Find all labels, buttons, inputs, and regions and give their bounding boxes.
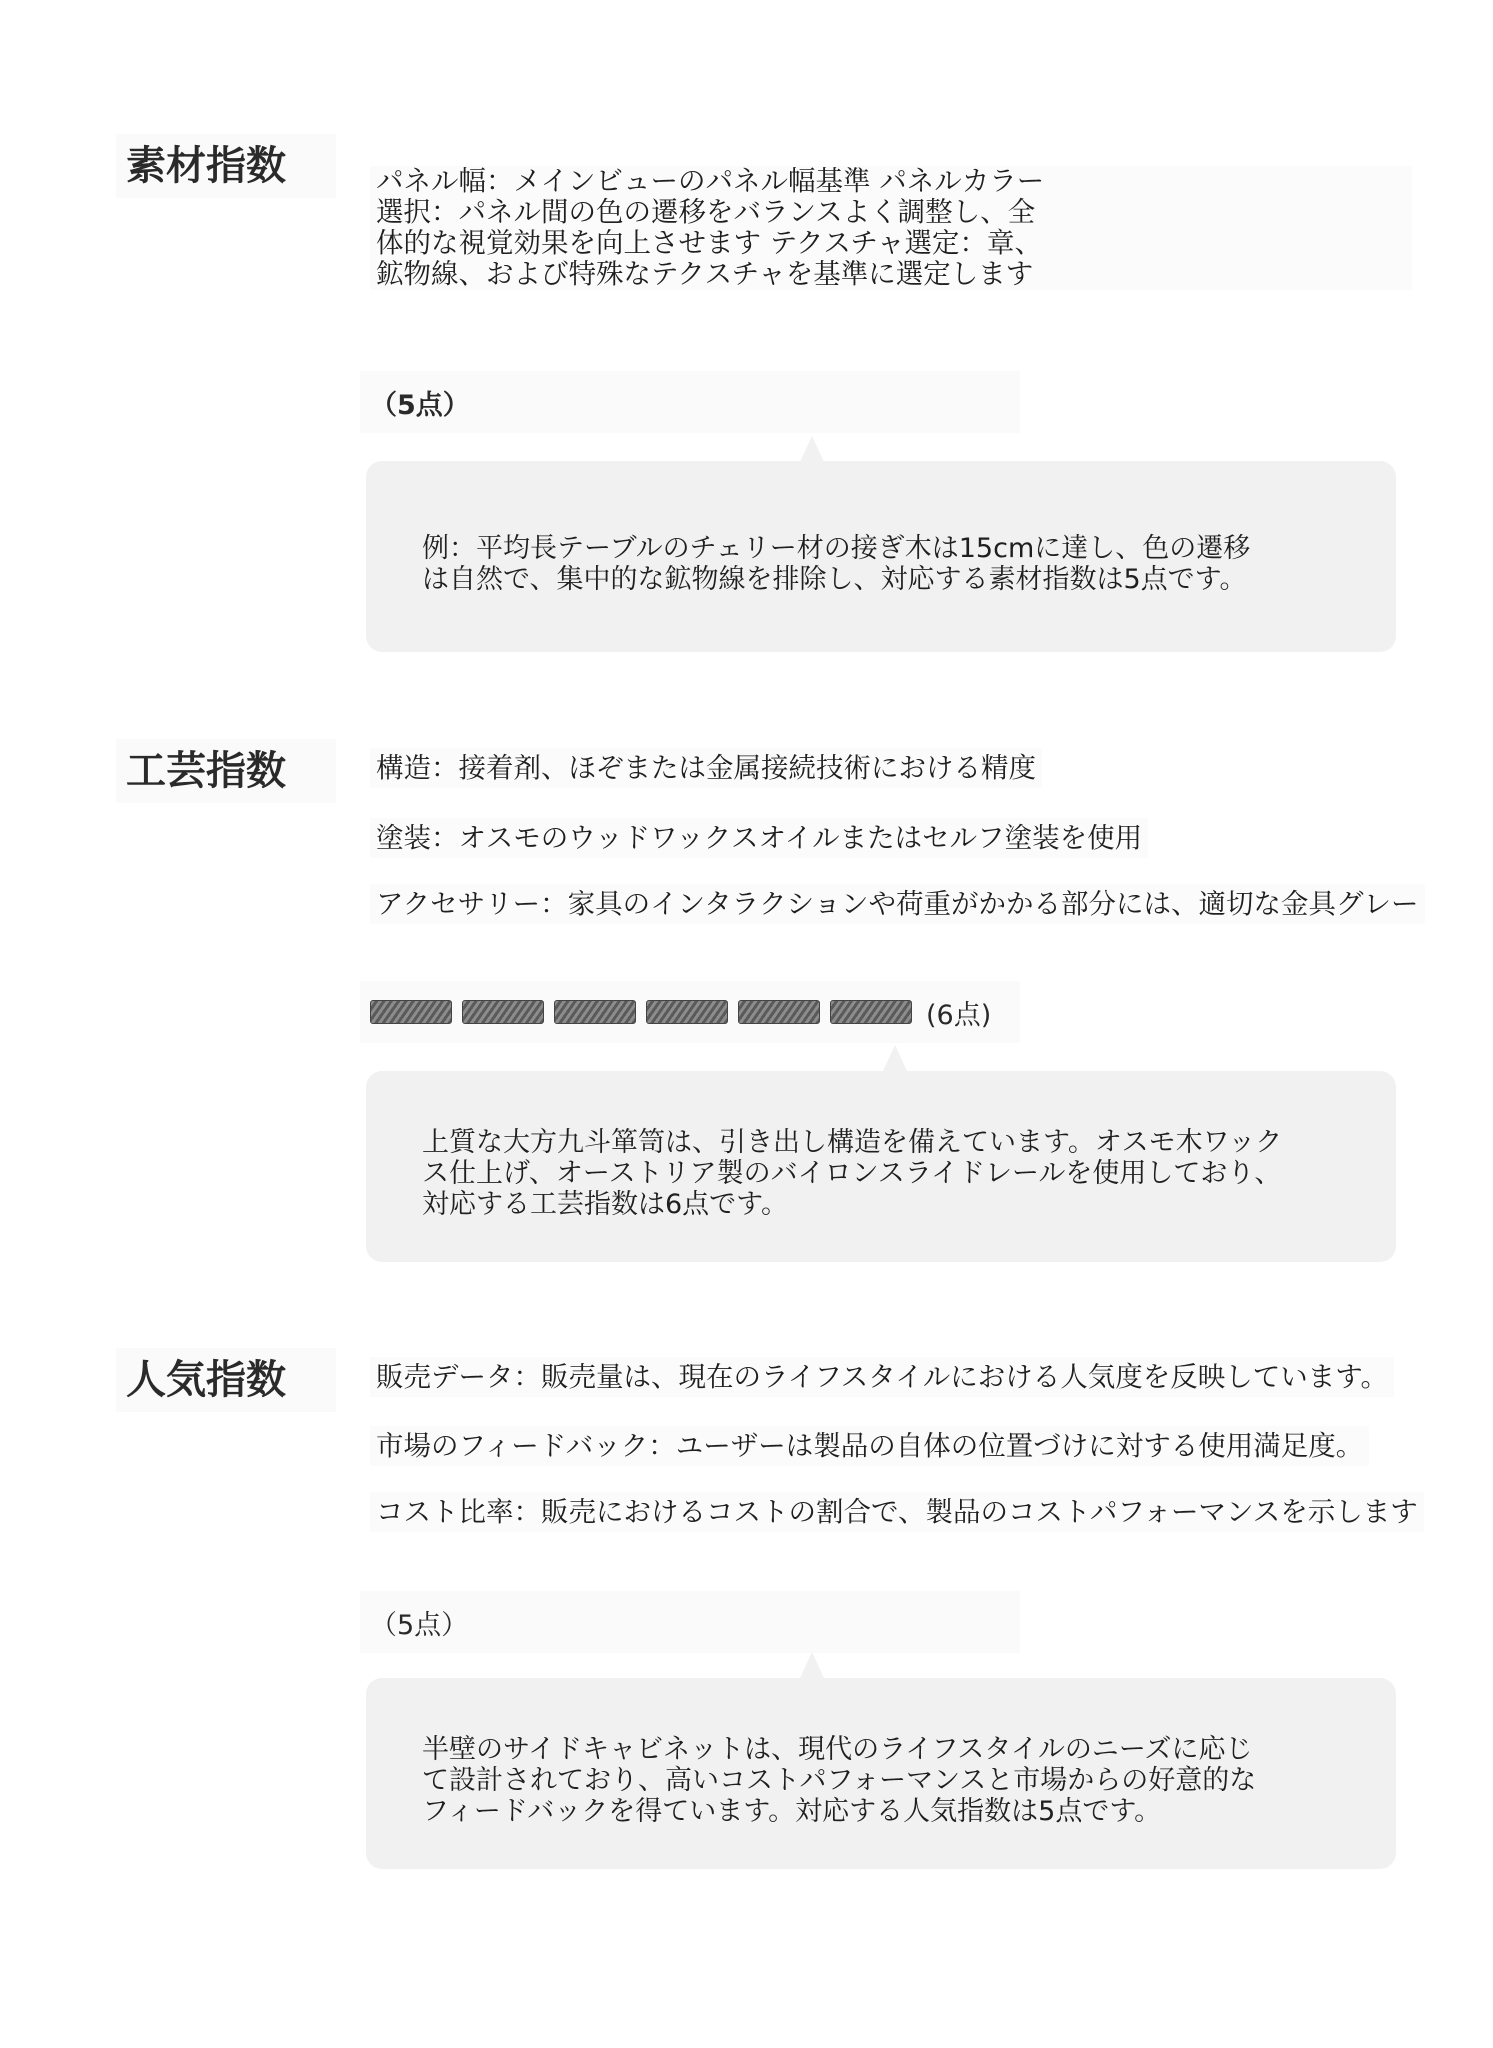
description-line: 鉱物線、および特殊なテクスチャを基準に選定します [376, 258, 1034, 290]
criterion-market-feedback: 市場のフィードバック：ユーザーは製品の自体の位置づけに対する使用満足度。 [370, 1426, 1369, 1466]
score-mark [646, 1000, 728, 1024]
score-label: （5点） [370, 1609, 469, 1641]
example-line: て設計されており、高いコストパフォーマンスと市場からの好意的な [422, 1765, 1257, 1796]
score-mark [554, 1000, 636, 1024]
criterion-cost-ratio: コスト比率：販売におけるコストの割合で、製品のコストパフォーマンスを示します [370, 1492, 1424, 1532]
score-mark [370, 1000, 452, 1024]
example-bubble [366, 461, 1396, 652]
criterion-coating: 塗装：オスモのウッドワックスオイルまたはセルフ塗装を使用 [370, 818, 1148, 858]
bubble-tail [800, 436, 824, 462]
score-marks [370, 1000, 912, 1024]
example-line: 対応する工芸指数は6点です。 [422, 1189, 789, 1220]
criterion-sales-data: 販売データ：販売量は、現在のライフスタイルにおける人気度を反映しています。 [370, 1357, 1394, 1397]
example-line: ス仕上げ、オーストリア製のバイロンスライドレールを使用しており、 [422, 1158, 1282, 1189]
description-line: パネル幅：メインビューのパネル幅基準 パネルカラー [376, 165, 1045, 197]
score-label: (6点) [926, 999, 992, 1031]
example-line: 半壁のサイドキャビネットは、現代のライフスタイルのニーズに応じ [422, 1734, 1253, 1765]
example-text [422, 1127, 1340, 1220]
section-heading: 工芸指数 [116, 739, 336, 803]
example-line: フィードバックを得ています。対応する人気指数は5点です。 [422, 1796, 1162, 1827]
example-line: 上質な大方九斗箪笥は、引き出し構造を備えています。オスモ木ワック [422, 1127, 1283, 1158]
description-line: 選択：パネル間の色の遷移をバランスよく調整し、全 [376, 196, 1036, 228]
criterion-structure: 構造：接着剤、ほぞまたは金属接続技術における精度 [370, 748, 1042, 788]
score-label: （5点） [370, 389, 470, 421]
bubble-tail [883, 1045, 907, 1071]
score-row [360, 371, 1020, 433]
example-text [422, 533, 1340, 595]
score-mark [830, 1000, 912, 1024]
example-bubble [366, 1678, 1396, 1869]
example-bubble [366, 1071, 1396, 1262]
section-heading: 素材指数 [116, 134, 336, 198]
criterion-row-cost-ratio [370, 1492, 1493, 1536]
criterion-row-accessory [370, 884, 1493, 928]
example-line: 例：平均長テーブルのチェリー材の接ぎ木は15cmに達し、色の遷移 [422, 533, 1251, 564]
description-line: 体的な視覚効果を向上させます テクスチャ選定：章、 [376, 227, 1042, 259]
section-heading: 人気指数 [116, 1348, 336, 1412]
bubble-tail [800, 1652, 824, 1678]
score-mark [738, 1000, 820, 1024]
example-line: は自然で、集中的な鉱物線を排除し、対応する素材指数は5点です。 [422, 564, 1247, 595]
score-row [360, 981, 1020, 1043]
section-description [370, 166, 1412, 290]
score-mark [462, 1000, 544, 1024]
score-row [360, 1591, 1020, 1653]
example-text [422, 1734, 1340, 1827]
criterion-accessory: アクセサリー：家具のインタラクションや荷重がかかる部分には、適切な金具グレー [370, 884, 1425, 924]
